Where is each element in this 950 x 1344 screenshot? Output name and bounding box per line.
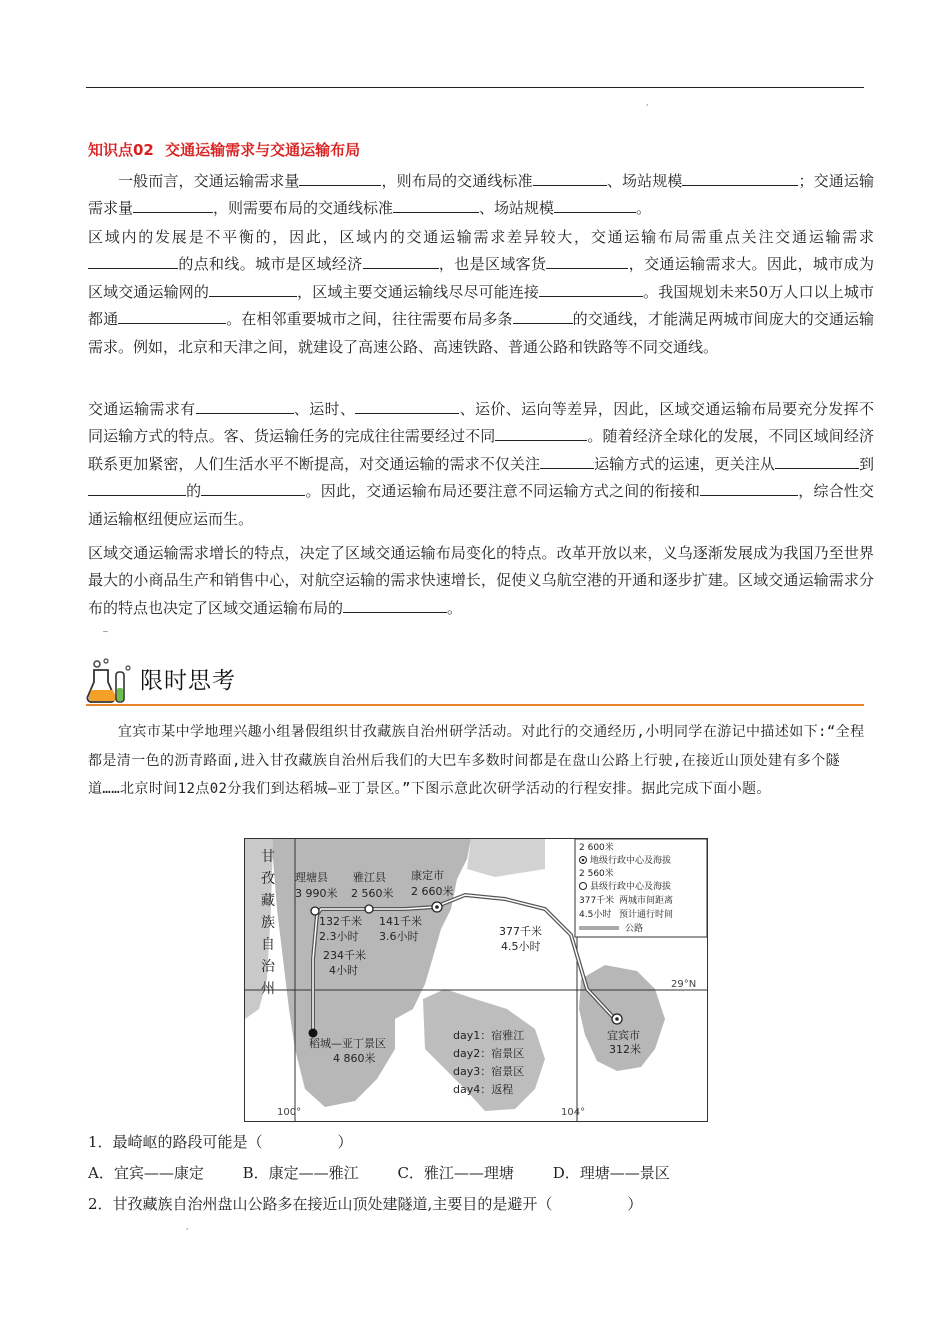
paragraph-1 bbox=[88, 168, 874, 223]
text: ，交通运输需求大。因此，城市成为区域交通运输网的 bbox=[88, 255, 874, 301]
fill-blank[interactable] bbox=[775, 453, 859, 469]
lon2-label: 104° bbox=[561, 1107, 586, 1118]
itinerary-day: day3：宿景区 bbox=[453, 1065, 525, 1078]
option-b[interactable]: B．康定——雅江 bbox=[242, 1164, 359, 1182]
text: ，则需要布局的交通线标准 bbox=[213, 199, 394, 218]
fill-blank[interactable] bbox=[209, 281, 297, 297]
question-2-stem: 2．甘孜藏族自治州盘山公路多在接近山顶处建隧道,主要目的是避开（ ） bbox=[88, 1195, 643, 1213]
legend-text: 4.5小时 bbox=[579, 910, 612, 920]
section-heading bbox=[88, 139, 360, 160]
paragraph-2 bbox=[88, 224, 874, 361]
seg1-distance: 132千米 bbox=[319, 915, 362, 928]
text: 。因此，交通运输布局还要注意不同运输方式之间的衔接和 bbox=[305, 482, 701, 501]
text: 、场站规模 bbox=[479, 199, 555, 218]
yajiang-marker bbox=[365, 905, 373, 913]
text: ；交通运输需求量 bbox=[88, 172, 874, 218]
fill-blank[interactable] bbox=[540, 453, 594, 469]
legend-text: 两城市间距离 bbox=[619, 896, 674, 906]
fill-blank[interactable] bbox=[88, 480, 186, 496]
question-stem: 宜宾市某中学地理兴趣小组暑假组织甘孜藏族自治州研学活动。对此行的交通经历,小明同学在游记中描述如下:“全程都是清一色的沥青路面,进入甘孜藏族自治州后我们的大巴车多数时间都是在盘山公路上行驶,在接近山顶处建有多个隧道……北京时间12点02分我们到达稻城—亚丁景区。”下图示意此次研学活动的行程安排。据此完成下面小题。 bbox=[88, 724, 865, 797]
text: 、运时、 bbox=[293, 400, 356, 418]
legend-text: 2 560米 bbox=[579, 869, 614, 879]
scan-mark: , bbox=[186, 1222, 189, 1231]
yajiang-elevation: 2 560米 bbox=[351, 887, 394, 900]
route-map-svg bbox=[245, 839, 707, 1121]
legend-text: 地级行政中心及海拔 bbox=[590, 856, 672, 866]
itinerary-day: day4：返程 bbox=[453, 1083, 514, 1096]
lab-flask-icon bbox=[86, 658, 134, 706]
legend-text: 377千米 bbox=[579, 896, 615, 906]
litang-label: 理塘县 bbox=[295, 871, 328, 884]
seg4-time: 4.5小时 bbox=[501, 940, 541, 953]
region-char: 藏 bbox=[261, 893, 275, 909]
fill-blank[interactable] bbox=[700, 480, 798, 496]
region-char: 甘 bbox=[261, 849, 275, 865]
text: 一般而言，交通运输需求量 bbox=[118, 172, 300, 190]
text: 。我国规划未来50万人口以上城市都通 bbox=[88, 282, 874, 329]
kangding-elevation: 2 660米 bbox=[411, 885, 454, 898]
text: 的 bbox=[186, 482, 202, 501]
fill-blank[interactable] bbox=[88, 253, 178, 269]
fill-blank[interactable] bbox=[513, 308, 573, 324]
paragraph-4 bbox=[88, 540, 874, 622]
fill-blank[interactable] bbox=[355, 398, 459, 414]
fill-blank[interactable] bbox=[299, 170, 381, 186]
text: 到 bbox=[858, 454, 874, 473]
section-banner bbox=[86, 656, 864, 706]
legend-text: 预计通行时间 bbox=[619, 910, 674, 920]
text: 。 bbox=[447, 598, 463, 617]
region-char: 州 bbox=[261, 981, 275, 997]
seg2-time: 3.6小时 bbox=[379, 930, 419, 943]
fill-blank[interactable] bbox=[495, 425, 587, 441]
section-rule bbox=[86, 704, 864, 706]
text: ，则布局的交通线标准 bbox=[381, 172, 533, 190]
region-char: 治 bbox=[261, 959, 275, 975]
itinerary-day: day1：宿雅江 bbox=[453, 1029, 525, 1042]
text: 区域内的发展是不平衡的，因此，区域内的交通运输需求差异较大，交通运输布局需重点关注交通运输需求 bbox=[88, 228, 874, 246]
fill-blank[interactable] bbox=[546, 253, 628, 269]
text: 、场站规模 bbox=[606, 172, 683, 190]
text: ，综合性交通运输枢纽便应运而生。 bbox=[88, 482, 874, 528]
seg3-distance: 234千米 bbox=[323, 949, 366, 962]
yibin-label: 宜宾市 bbox=[607, 1029, 640, 1042]
route-map bbox=[244, 838, 708, 1122]
lon1-label: 100° bbox=[277, 1107, 302, 1118]
heading-title: 交通运输需求与交通运输布局 bbox=[165, 141, 361, 159]
fill-blank[interactable] bbox=[201, 480, 305, 496]
region-char: 族 bbox=[261, 915, 275, 931]
fill-blank[interactable] bbox=[133, 197, 213, 213]
region-label bbox=[261, 849, 276, 997]
yajiang-label: 雅江县 bbox=[353, 871, 386, 884]
fill-blank[interactable] bbox=[393, 197, 479, 213]
north-region bbox=[467, 839, 545, 877]
text: 的点和线。城市是区域经济 bbox=[178, 255, 363, 274]
text: 、运价、运向等差异，因此，区域交通运输布局要充分发挥不同运输方式的特点。客、货运输任务的完成往往需要经过不同 bbox=[88, 400, 874, 446]
fill-blank[interactable] bbox=[196, 398, 294, 414]
seg4-distance: 377千米 bbox=[499, 925, 542, 938]
text: 。 bbox=[636, 199, 652, 218]
daocheng-elevation: 4 860米 bbox=[333, 1052, 376, 1065]
fill-blank[interactable] bbox=[539, 281, 643, 297]
text: ，也是区域客货 bbox=[438, 255, 547, 274]
fill-blank[interactable] bbox=[533, 170, 607, 186]
legend-text: 县级行政中心及海拔 bbox=[590, 882, 672, 892]
yibin-elevation: 312米 bbox=[609, 1043, 641, 1056]
kangding-label: 康定市 bbox=[411, 869, 444, 882]
text: 交通运输需求有 bbox=[88, 400, 196, 418]
heading-number: 知识点02 bbox=[88, 141, 154, 159]
text: ，区域主要交通运输线尽尽可能连接 bbox=[296, 282, 540, 301]
text: 。随着经济全球化的发展，不同区域间经济联系更加紧密，人们生活水平不断提高，对交通运输的需求不仅关注 bbox=[88, 427, 874, 473]
scan-mark: , bbox=[646, 98, 649, 107]
section-title: 限时思考 bbox=[140, 668, 236, 694]
seg3-time: 4小时 bbox=[329, 964, 358, 977]
fill-blank[interactable] bbox=[363, 253, 439, 269]
question-1-stem: 1．最崎岖的路段可能是（ ） bbox=[88, 1133, 353, 1151]
text: 运输方式的运速，更关注从 bbox=[594, 454, 775, 473]
legend-text: 2 600米 bbox=[579, 843, 614, 853]
scan-mark: ~ bbox=[102, 627, 109, 636]
seg2-distance: 141千米 bbox=[379, 915, 422, 928]
fill-blank[interactable] bbox=[343, 597, 447, 613]
paragraph-3 bbox=[88, 396, 874, 533]
header-rule bbox=[86, 87, 864, 88]
itinerary-day: day2：宿景区 bbox=[453, 1047, 525, 1060]
text: 的交通线，才能满足两城市间庞大的交通运输需求。例如，北京和天津之间，就建设了高速公路、高速铁路、普通公路和铁路等不同交通线。 bbox=[88, 310, 874, 356]
text: 区域交通运输需求增长的特点，决定了区域交通运输布局变化的特点。改革开放以来，义乌逐渐发展成为我国乃至世界最大的小商品生产和销售中心，对航空运输的需求快速增长，促使义乌航空港的开通和逐步扩建。区域交通运输需求分布的特点也决定了区域交通运输布局的 bbox=[88, 544, 874, 617]
question-1-options bbox=[88, 1162, 704, 1183]
text: 。在相邻重要城市之间，往往需要布局多条 bbox=[226, 310, 513, 329]
fill-blank[interactable] bbox=[118, 308, 226, 324]
litang-marker bbox=[311, 907, 319, 915]
option-c[interactable]: C．雅江——理塘 bbox=[397, 1164, 514, 1182]
fill-blank[interactable] bbox=[682, 170, 798, 186]
legend-text: 公路 bbox=[625, 924, 644, 934]
region-char: 孜 bbox=[261, 871, 275, 887]
lat-label: 29°N bbox=[671, 979, 697, 990]
litang-elevation: 3 990米 bbox=[295, 887, 338, 900]
fill-blank[interactable] bbox=[554, 197, 636, 213]
region-char: 自 bbox=[261, 937, 275, 953]
daocheng-label: 稻城—亚丁景区 bbox=[309, 1037, 386, 1050]
option-a[interactable]: A．宜宾——康定 bbox=[88, 1164, 204, 1182]
seg1-time: 2.3小时 bbox=[319, 930, 359, 943]
option-d[interactable]: D．理塘——景区 bbox=[552, 1164, 670, 1182]
